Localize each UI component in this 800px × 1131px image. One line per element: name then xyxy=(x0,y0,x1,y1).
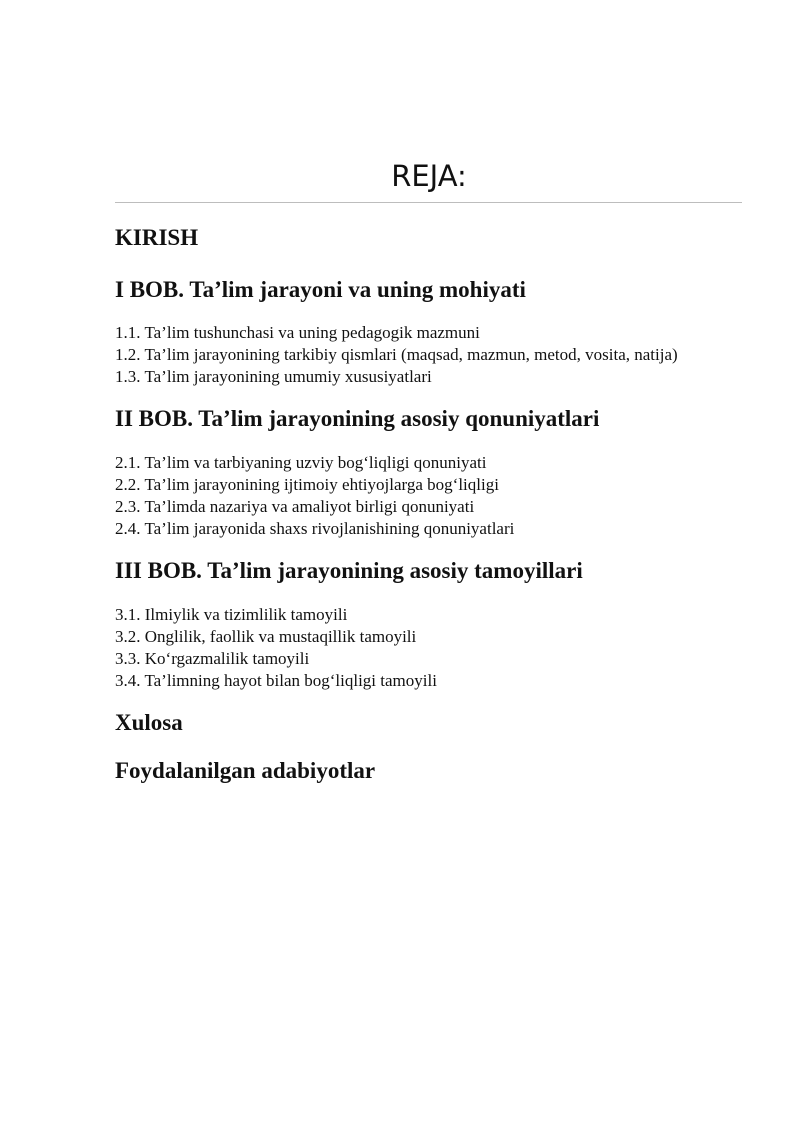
title-divider xyxy=(115,202,742,203)
toc-item-1-2: 1.2. Ta’lim jarayonining tarkibiy qismlari (maqsad, mazmun, metod, vosita, natija) xyxy=(115,345,678,364)
toc-heading-chapter-3: III BOB. Ta’lim jarayonining asosiy tamoyillari xyxy=(115,558,583,583)
toc-heading-references: Foydalanilgan adabiyotlar xyxy=(115,758,376,783)
toc-item-2-3: 2.3. Ta’limda nazariya va amaliyot birligi qonuniyati xyxy=(115,497,475,516)
toc-item-1-3: 1.3. Ta’lim jarayonining umumiy xususiyatlari xyxy=(115,367,432,386)
toc-item-3-1: 3.1. Ilmiylik va tizimlilik tamoyili xyxy=(115,605,348,624)
toc-item-3-4: 3.4. Ta’limning hayot bilan bog‘liqligi tamoyili xyxy=(115,671,437,690)
toc-heading-intro: KIRISH xyxy=(115,225,199,250)
toc-item-2-1: 2.1. Ta’lim va tarbiyaning uzviy bog‘liqligi qonuniyati xyxy=(115,453,487,472)
page-title: REJA: xyxy=(391,159,467,193)
toc-item-2-2: 2.2. Ta’lim jarayonining ijtimoiy ehtiyojlarga bog‘liqligi xyxy=(115,475,499,494)
toc-item-2-4: 2.4. Ta’lim jarayonida shaxs rivojlanishining qonuniyatlari xyxy=(115,519,515,538)
toc-item-3-3: 3.3. Ko‘rgazmalilik tamoyili xyxy=(115,649,310,668)
toc-item-3-2: 3.2. Onglilik, faollik va mustaqillik tamoyili xyxy=(115,627,417,646)
toc-heading-conclusion: Xulosa xyxy=(115,710,183,735)
toc-heading-chapter-1: I BOB. Ta’lim jarayoni va uning mohiyati xyxy=(115,277,526,302)
toc-item-1-1: 1.1. Ta’lim tushunchasi va uning pedagogik mazmuni xyxy=(115,323,480,342)
toc-heading-chapter-2: II BOB. Ta’lim jarayonining asosiy qonuniyatlari xyxy=(115,406,600,431)
